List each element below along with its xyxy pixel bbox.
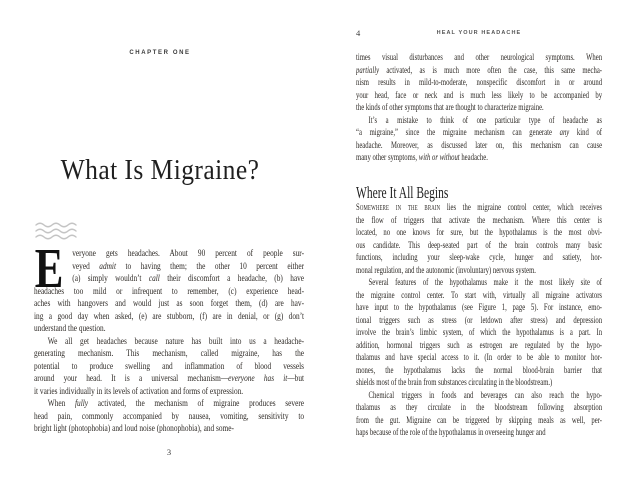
right-paragraphs-bottom: [356, 202, 602, 440]
right-page: [320, 0, 640, 480]
text-line: “a migraine,” since the migraine mechanism can generate any kind of: [356, 127, 603, 138]
paragraph: [356, 202, 602, 277]
right-body-text-top: [356, 52, 602, 165]
text-line: headaches too mild or infrequent to remember, (c) experience head-: [34, 285, 305, 297]
page-number-right: 4: [356, 28, 361, 38]
text-line: shields most of the brain from substances circulating in the bloodstream.): [356, 377, 553, 388]
text-line: headache. Moreover, as discussed later on, this mechanism can cause: [356, 139, 603, 151]
text-line: head pain, commonly accompanied by nausea, vomiting, sensitivity to: [34, 410, 305, 422]
text-line: ing a good day when asked, (e) are stubborn, (f) are in denial, or (g) don’t: [34, 310, 305, 322]
page-number-left: 3: [166, 447, 172, 457]
text-line: bright light (photophobia) and loud noise (phonophobia), and some-: [34, 423, 234, 434]
text-line: (a) simply wouldn’t call their discomfort a headache, (b) have: [72, 273, 305, 284]
text-line: Several features of the hypothalamus make it the most likely site of: [368, 277, 603, 288]
paragraph: [34, 336, 304, 399]
text-line: involve the brain’s limbic system, of which the hypothalamus is a part. In: [356, 327, 603, 338]
text-line: it varies individually in its levels of activation and forms of expression.: [34, 385, 244, 397]
text-line: from the gut. Migraine can be triggered by skipping meals as well, per-: [356, 414, 603, 426]
text-line: the kinds of other symptoms that are thought to characterize migraine.: [356, 102, 544, 113]
text-line: have input to the hypothalamus (see Figure 1, page 5). For instance, emo-: [356, 302, 603, 313]
running-head: HEAL YOUR HEADACHE: [436, 30, 522, 36]
paragraph: [34, 248, 304, 336]
drop-cap-letter: E: [34, 238, 64, 300]
text-line: Chemical triggers in foods and beverages can also reach the hypo-: [368, 389, 603, 401]
paragraph: [356, 390, 602, 440]
text-line: We all get headaches because nature has built into us a headache-: [47, 335, 305, 347]
text-line: the flow of triggers that activate the mechanism. Where this center is: [356, 214, 603, 226]
text-line: It’s a mistake to think of one particular type of headache as: [368, 114, 603, 126]
text-line: times visual disturbances and other neurological symptoms. When: [356, 52, 603, 63]
text-line: partially activated, as is much more often the case, this same mecha-: [356, 64, 603, 76]
paragraph: [356, 277, 602, 390]
text-line: potential to produce swelling and inflammation of blood vessels: [34, 360, 305, 372]
text-line: veyed admit to having them; the other 10 percent either: [72, 260, 305, 272]
text-line: ous candidate. This deep-seated part of the brain controls many basic: [356, 239, 603, 251]
text-line: monal regulation, and the autonomic (involuntary) nervous system.: [356, 264, 536, 276]
text-line: addition, hormonal triggers such as estrogen are regulated by the hypo-: [356, 339, 603, 351]
text-line: your head, face or neck and is much less likely to be accompanied by: [356, 89, 603, 101]
chapter-title: What Is Migraine?: [60, 154, 260, 186]
text-line: thalamus as they circulate in the bloodstream following absorption: [356, 402, 603, 413]
left-body-text: [34, 238, 305, 436]
text-line: understand the question.: [34, 323, 106, 334]
right-body-text-bottom: [356, 202, 602, 440]
right-paragraphs-top: [356, 52, 602, 165]
text-line: functions, including your sleep-wake cycle, hunger and satiety, hor-: [356, 252, 603, 263]
text-line: located, no one knows for sure, but the hypothalamus is the most obvi-: [356, 227, 603, 238]
text-line: When fully activated, the mechanism of migraine produces severe: [47, 398, 305, 409]
text-line: many other symptoms, with or without headache.: [356, 152, 488, 163]
paragraph: [356, 52, 602, 115]
chapter-label: CHAPTER ONE: [129, 50, 191, 56]
text-line: nism results in mild-to-moderate, nonspecific discomfort in or around: [356, 77, 603, 88]
paragraph: [356, 115, 602, 165]
text-line: tional triggers such as stress (or letdown after stress) and depression: [356, 314, 603, 326]
text-line: Somewhere in the brain lies the migraine control center, which receives: [356, 202, 603, 213]
left-paragraphs: [34, 248, 304, 436]
text-line: aches with hangovers and would just as soon forget them, (d) are hav-: [34, 298, 305, 309]
paragraph: [34, 398, 304, 436]
text-line: thalamus and have special access to it. (In order to be able to monitor hor-: [356, 352, 603, 363]
text-line: haps because of the role of the hypothalamus in overseeing hunger and: [356, 427, 546, 438]
text-line: veryone gets headaches. About 90 percent of people sur-: [72, 248, 305, 259]
section-heading: Where It All Begins: [356, 183, 449, 202]
text-line: mones, the hypothalamus lacks the normal blood-brain barrier that: [356, 364, 603, 376]
text-line: generating mechanism. This mechanism, called migraine, has the: [34, 348, 305, 359]
text-line: the migraine control center. To start with, virtually all migraine activators: [356, 289, 603, 301]
text-line: around your head. It is a universal mechanism—everyone has it—but: [34, 373, 305, 384]
